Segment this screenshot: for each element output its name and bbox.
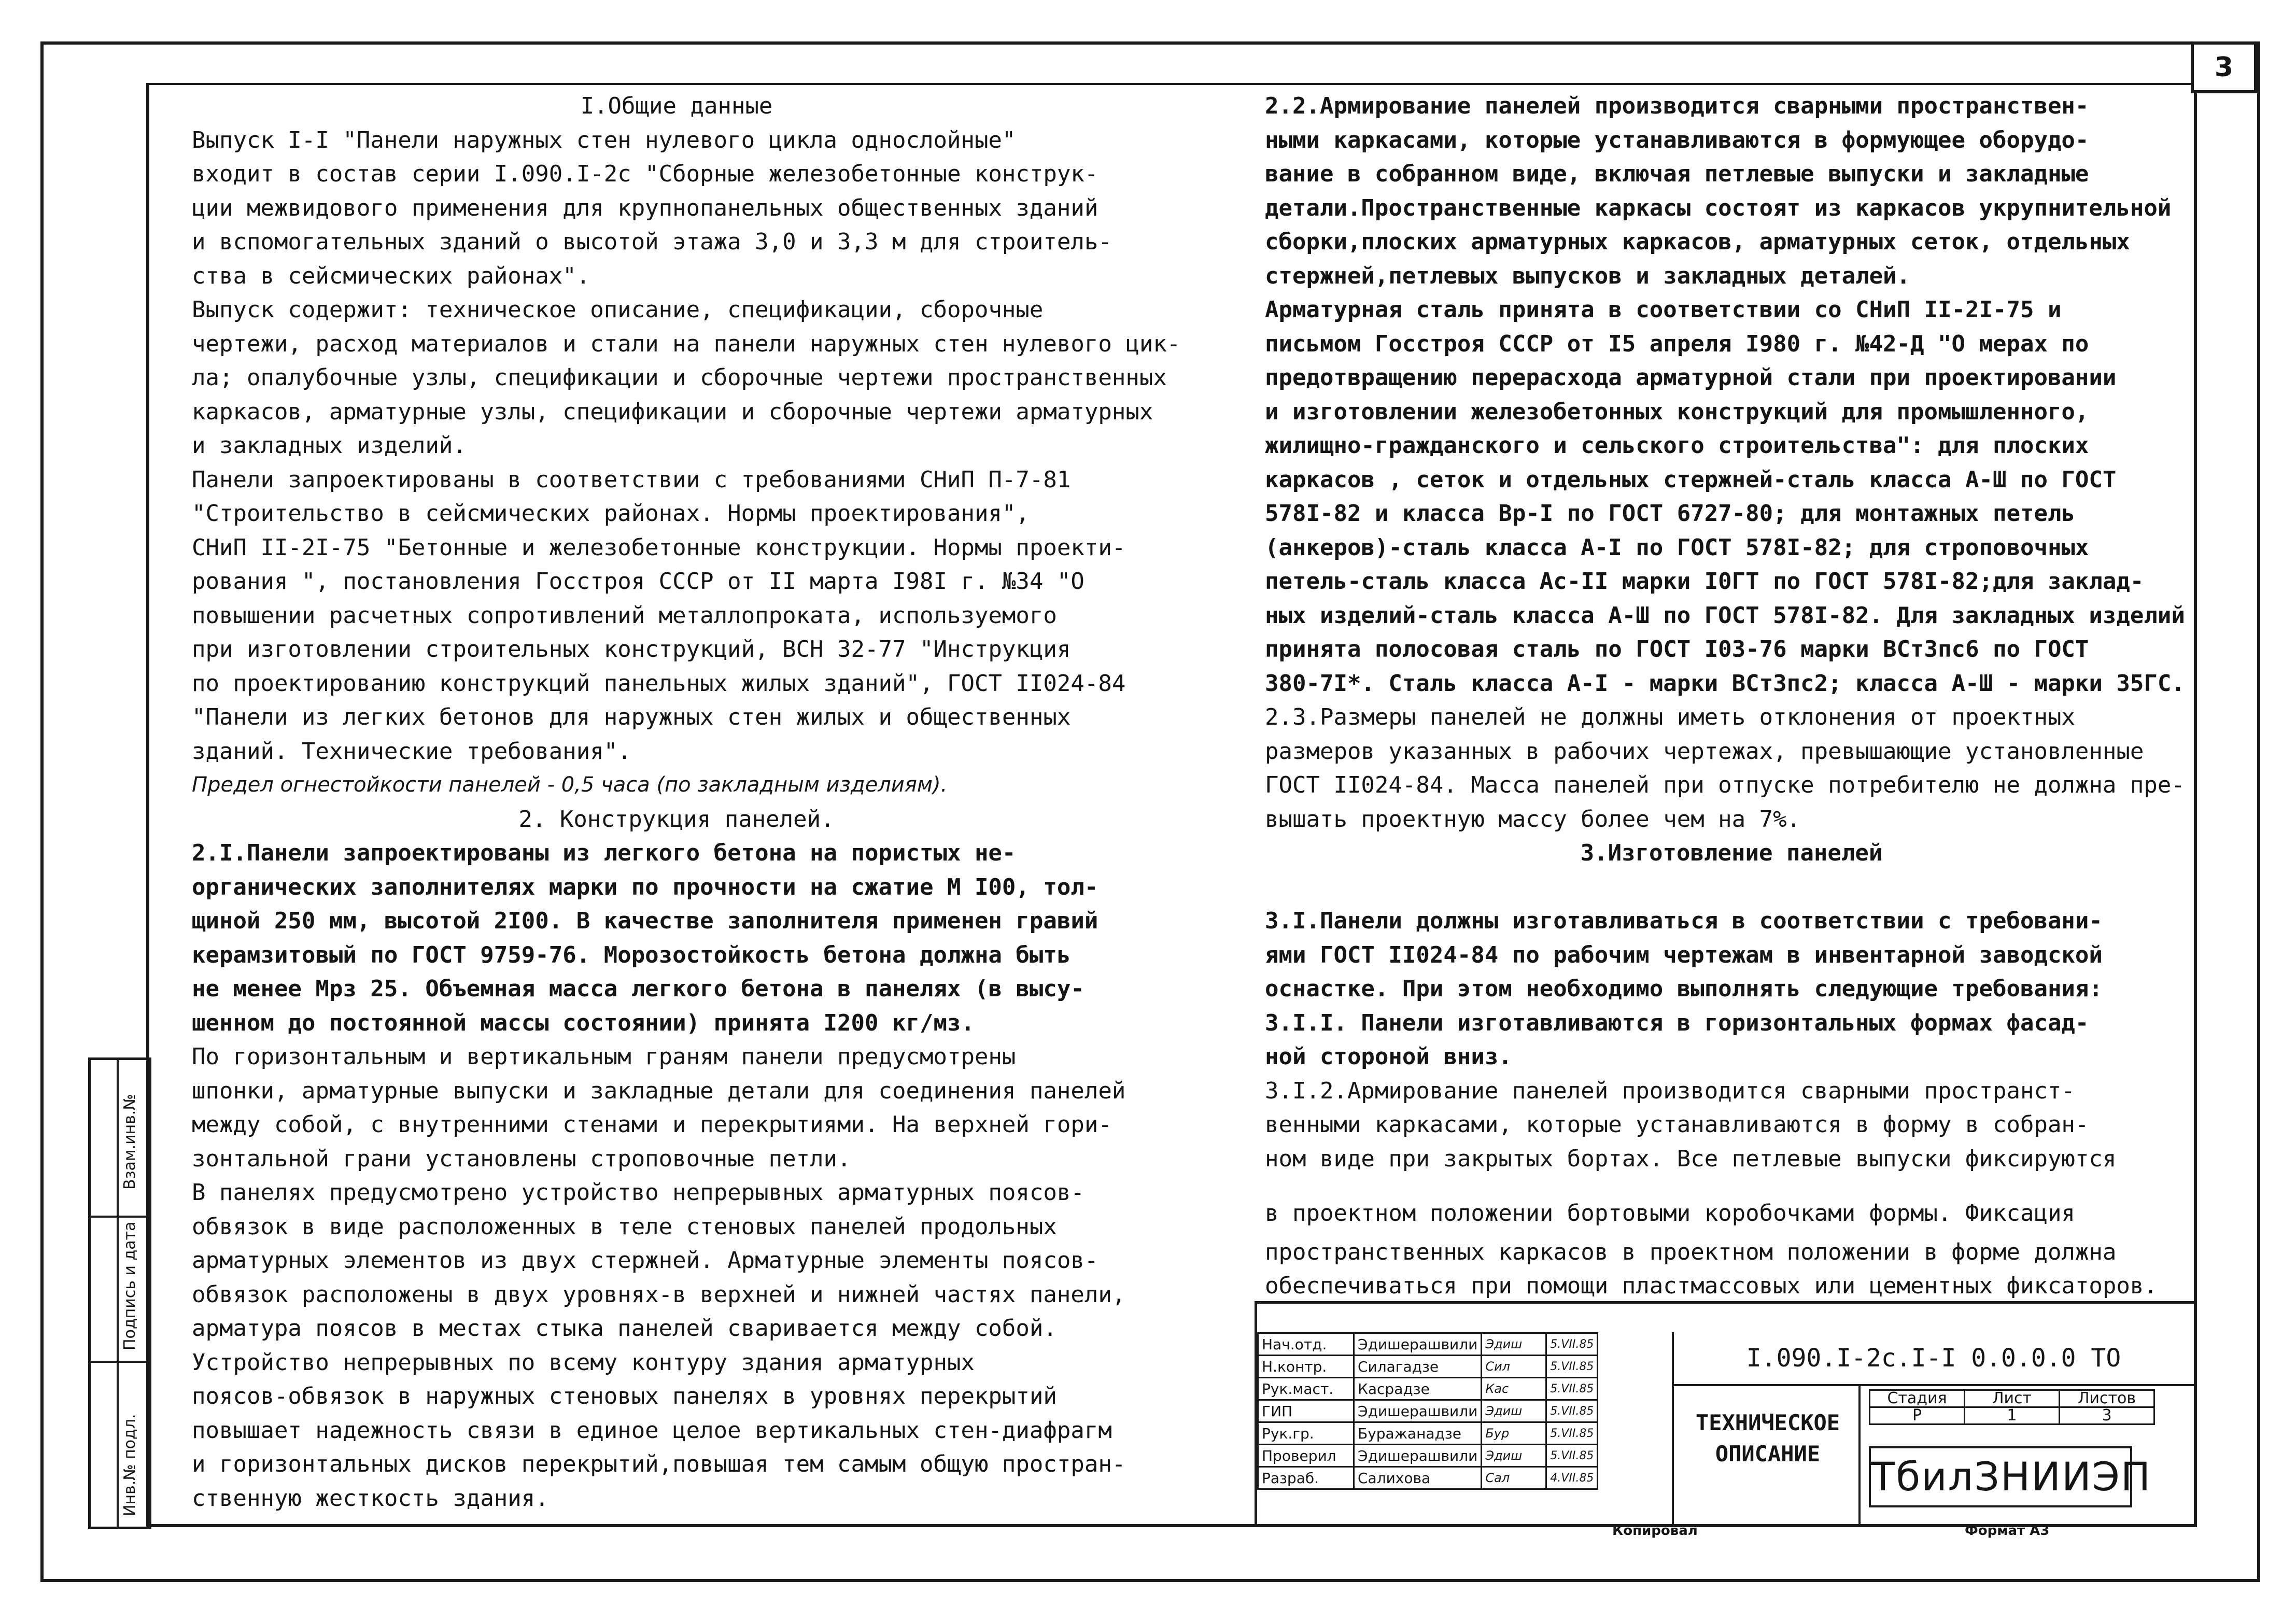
right-text-column — [1265, 89, 2198, 1303]
handwritten-fire-resistance-note: Предел огнестойкости панелей - 0,5 часа (по закладным изделиям). — [192, 773, 948, 797]
name-cell: Касрадзе — [1354, 1378, 1482, 1400]
signature-row — [1258, 1467, 1598, 1489]
text-line: по проектированию конструкций панельных жилых зданий", ГОСТ II024-84 — [192, 670, 1126, 697]
text-line: шенном до постоянной массы состоянии) принята I200 кг/мз. — [192, 1009, 975, 1036]
text-line: входит в состав серии I.090.I-2с "Сборные железобетонные конструк- — [192, 161, 1098, 187]
name-cell: Буражанадзе — [1354, 1422, 1482, 1445]
text-line: 3.I.2.Армирование панелей производится сварными пространст- — [1265, 1077, 2075, 1104]
text-line: и изготовлении железобетонных конструкций для промышленного, — [1265, 398, 2089, 425]
text-line: ями ГОСТ II024-84 по рабочим чертежам в инвентарной заводской — [1265, 941, 2103, 968]
sheet-value: 1 — [1965, 1407, 2060, 1424]
blank-line — [1265, 1176, 2198, 1191]
paragraph-fixation — [1265, 1191, 2198, 1303]
role-cell: Проверил — [1258, 1445, 1354, 1467]
text-line: щиной 250 мм, высотой 2I00. В качестве заполнителя применен гравий — [192, 908, 1098, 934]
text-line: ции межвидового применения для крупнопанельных общественных зданий — [192, 194, 1098, 221]
signature-row — [1258, 1378, 1598, 1400]
text-line: при изготовлении строительных конструкций, ВСН 32-77 "Инструкция — [192, 636, 1071, 662]
text-line: сборки,плоских арматурных каркасов, арматурных сеток, отдельных — [1265, 229, 2130, 255]
text-line: шпонки, арматурные выпуски и закладные детали для соединения панелей — [192, 1077, 1126, 1104]
role-cell: Нач.отд. — [1258, 1333, 1354, 1356]
role-cell: Рук.гр. — [1258, 1422, 1354, 1445]
heading-general-data: I.Общие данные — [580, 93, 773, 119]
text-line: каркасов , сеток и отдельных стержней-сталь класса А-Ш по ГОСТ — [1265, 466, 2117, 493]
text-line: Выпуск I-I "Панели наружных стен нулевого цикла однослойные" — [192, 126, 1016, 153]
text-line: не менее Мрз 25. Объемная масса легкого бетона в панелях (в высу- — [192, 976, 1084, 1002]
text-line: ГОСТ II024-84. Масса панелей при отпуске потребителю не должна пре- — [1265, 772, 2185, 798]
sheet-header: Лист — [1965, 1390, 2060, 1407]
paragraph-belts — [192, 1176, 1161, 1346]
paragraph-contents — [192, 293, 1181, 463]
text-line: ной стороной вниз. — [1265, 1043, 1512, 1070]
text-line: 2.2.Армирование панелей производится сварными пространствен- — [1265, 93, 2089, 119]
text-line: жилищно-гражданского и сельского строительства": для плоских — [1265, 432, 2089, 459]
document-title-line: ТЕХНИЧЕСКОЕ — [1695, 1410, 1840, 1435]
text-line: чертежи, расход материалов и стали на панели наружных стен нулевого цик- — [192, 330, 1181, 357]
text-line: и закладных изделий. — [192, 432, 467, 459]
signature-cell: Эдиш — [1482, 1445, 1546, 1467]
text-line: петель-сталь класса Ас-II марки I0ГТ по ГОСТ 578I-82;для заклад- — [1265, 568, 2144, 595]
text-line: В панелях предусмотрено устройство непрерывных арматурных поясов- — [192, 1179, 1084, 1206]
text-line: стержней,петлевых выпусков и закладных деталей. — [1265, 262, 1911, 289]
text-line: в проектном положении бортовыми коробочками формы. Фиксация — [1265, 1200, 2075, 1226]
copied-label: Копировал — [1612, 1523, 1698, 1539]
signature-cell: Кас — [1482, 1378, 1546, 1400]
signature-table — [1257, 1332, 1598, 1490]
title-block-divider — [1858, 1384, 1861, 1527]
signature-cell: Бур — [1482, 1422, 1546, 1445]
document-code: I.090.I-2с.I-I 0.0.0.0 ТО — [1672, 1332, 2195, 1386]
signature-row — [1258, 1356, 1598, 1378]
text-line: обеспечиваться при помощи пластмассовых или цементных фиксаторов. — [1265, 1273, 2158, 1299]
role-cell: Рук.маст. — [1258, 1378, 1354, 1400]
text-line: ла; опалубочные узлы, спецификации и сборочные чертежи пространственных — [192, 364, 1167, 391]
text-line: поясов-обвязок в наружных стеновых панелях в уровнях перекрытий — [192, 1383, 1057, 1409]
signature-cell: Эдиш — [1482, 1333, 1546, 1356]
text-line: между собой, с внутренними стенами и перекрытиями. На верхней гори- — [192, 1111, 1112, 1138]
date-cell: 5.VII.85 — [1546, 1422, 1598, 1445]
text-line: каркасов, арматурные узлы, спецификации и сборочные чертежи арматурных — [192, 398, 1153, 425]
paragraph-2-3 — [1265, 700, 2198, 836]
text-line: 3.I.Панели должны изготавливаться в соответствии с требовани- — [1265, 908, 2103, 934]
text-line: арматура поясов в местах стыка панелей сваривается между собой. — [192, 1315, 1057, 1342]
text-line: ства в сейсмических районах". — [192, 262, 590, 289]
stamp-label-replacement-inv: Взам.инв.№ — [121, 1094, 139, 1190]
paragraph-2-2 — [1265, 89, 2198, 293]
stage-header: Стадия — [1870, 1390, 1965, 1407]
text-line: ных изделий-сталь класса А-Ш по ГОСТ 578I-82. Для закладных изделий — [1265, 602, 2185, 629]
signature-row — [1258, 1422, 1598, 1445]
text-line: обвязок расположены в двух уровнях-в верхней и нижней частях панели, — [192, 1281, 1126, 1308]
text-line: (анкеров)-сталь класса А-I по ГОСТ 578I-82; для строповочных — [1265, 534, 2089, 561]
side-stamp-divider — [91, 1216, 149, 1218]
text-line: принята полосовая сталь по ГОСТ I03-76 марки ВСт3пс6 по ГОСТ — [1265, 636, 2089, 662]
heading-panel-design: 2. Конструкция панелей. — [518, 806, 835, 833]
text-line: Выпуск содержит: техническое описание, спецификации, сборочные — [192, 297, 1044, 323]
text-line-handwritten-steel: 380-7I*. Сталь класса А-I - марки ВСт3пс2; класса А-Ш - марки 35ГС. — [1265, 670, 2185, 697]
document-title — [1682, 1407, 1853, 1470]
stage-value: Р — [1870, 1407, 1965, 1424]
text-line: и горизонтальных дисков перекрытий,повышая тем самым общую простран- — [192, 1451, 1126, 1477]
text-line: "Панели из легких бетонов для наружных стен жилых и общественных — [192, 704, 1071, 730]
paragraph-2-1 — [192, 836, 1161, 1040]
text-line: керамзитовый по ГОСТ 9759-76. Морозостойкость бетона должна быть — [192, 941, 1071, 968]
text-line: 2.I.Панели запроектированы из легкого бетона на пористых не- — [192, 840, 1016, 866]
text-line: пространственных каркасов в проектном положении в форме должна — [1265, 1239, 2117, 1265]
text-line: рования ", постановления Госстроя СССР от II марта I98I г. №34 "О — [192, 568, 1084, 595]
sheet-number: 3 — [2191, 41, 2257, 93]
name-cell: Силагадзе — [1354, 1356, 1482, 1378]
stamp-label-original-inv: Инв.№ подл. — [121, 1414, 139, 1516]
paragraph-rigidity — [192, 1346, 1161, 1516]
text-line: зонтальной грани установлены строповочные петли. — [192, 1145, 851, 1172]
paragraph-3-1-2 — [1265, 1074, 2198, 1176]
text-line: арматурных элементов из двух стержней. Арматурные элементы поясов- — [192, 1247, 1098, 1274]
document-title-line: ОПИСАНИЕ — [1715, 1441, 1821, 1466]
role-cell: Разраб. — [1258, 1467, 1354, 1489]
text-line: вышать проектную массу более чем на 7%. — [1265, 806, 1801, 833]
text-line: 2.3.Размеры панелей не должны иметь отклонения от проектных — [1265, 704, 2075, 730]
text-line: По горизонтальным и вертикальным граням панели предусмотрены — [192, 1043, 1016, 1070]
paragraph-joints — [192, 1040, 1161, 1176]
signature-cell: Сил — [1482, 1356, 1546, 1378]
stage-table — [1869, 1389, 2155, 1425]
date-cell: 5.VII.85 — [1546, 1333, 1598, 1356]
signature-row — [1258, 1333, 1598, 1356]
name-cell: Эдишерашвили — [1354, 1333, 1482, 1356]
side-stamp-divider — [91, 1361, 149, 1363]
sheets-value: 3 — [2060, 1407, 2154, 1424]
text-line: органических заполнителях марки по прочности на сжатие М I00, тол- — [192, 873, 1098, 900]
name-cell: Салихова — [1354, 1467, 1482, 1489]
date-cell: 4.VII.85 — [1546, 1467, 1598, 1489]
text-line: венными каркасами, которые устанавливаются в форму в собран- — [1265, 1111, 2089, 1138]
side-stamp-column — [91, 1060, 119, 1527]
signature-cell: Сал — [1482, 1467, 1546, 1489]
text-line: детали.Пространственные каркасы состоят из каркасов укрупнительной — [1265, 194, 2172, 221]
text-line: ными каркасами, которые устанавливаются в формующее оборудо- — [1265, 126, 2089, 153]
paragraph-3-1 — [1265, 904, 2198, 1074]
role-cell: ГИП — [1258, 1400, 1354, 1422]
text-line: ственную жесткость здания. — [192, 1485, 549, 1512]
text-line: повышении расчетных сопротивлений металлопроката, используемого — [192, 602, 1057, 629]
left-text-column — [192, 89, 1181, 1515]
sheets-header: Листов — [2060, 1390, 2154, 1407]
text-line: 578I-82 и класса Вр-I по ГОСТ 6727-80; для монтажных петель — [1265, 500, 2075, 527]
text-line: вание в собранном виде, включая петлевые выпуски и закладные — [1265, 161, 2089, 187]
text-line: Устройство непрерывных по всему контуру здания арматурных — [192, 1349, 975, 1376]
text-line: зданий. Технические требования". — [192, 738, 631, 765]
text-line: Арматурная сталь принята в соответствии со СНиП II-2I-75 и — [1265, 297, 2062, 323]
date-cell: 5.VII.85 — [1546, 1378, 1598, 1400]
blank-line — [1265, 870, 2198, 905]
text-line: "Строительство в сейсмических районах. Нормы проектирования", — [192, 500, 1030, 527]
role-cell: Н.контр. — [1258, 1356, 1354, 1378]
text-line: ном виде при закрытых бортах. Все петлевые выпуски фиксируются — [1265, 1145, 2117, 1172]
paragraph-intro — [192, 123, 1161, 293]
organization-name: ТбилЗНИИЭП — [1869, 1446, 2132, 1507]
signature-row — [1258, 1445, 1598, 1467]
side-stamp — [88, 1057, 151, 1529]
format-label: Формат А3 — [1965, 1523, 2050, 1539]
stamp-label-signature-date: Подпись и дата — [121, 1221, 139, 1350]
title-block — [1255, 1301, 2195, 1527]
signature-cell: Эдиш — [1482, 1400, 1546, 1422]
signature-row — [1258, 1400, 1598, 1422]
date-cell: 5.VII.85 — [1546, 1445, 1598, 1467]
text-line: предотвращению перерасхода арматурной стали при проектировании — [1265, 364, 2117, 391]
name-cell: Эдишерашвили — [1354, 1400, 1482, 1422]
text-line: СНиП II-2I-75 "Бетонные и железобетонные конструкции. Нормы проекти- — [192, 534, 1126, 561]
text-line: обвязок в виде расположенных в теле стеновых панелей продольных — [192, 1213, 1057, 1240]
text-line: письмом Госстроя СССР от I5 апреля I980 г. №42-Д "О мерах по — [1265, 330, 2089, 357]
text-line: и вспомогательных зданий о высотой этажа 3,0 и 3,3 м для строитель- — [192, 229, 1112, 255]
text-line: повышает надежность связи в единое целое вертикальных стен-диафрагм — [192, 1417, 1112, 1444]
date-cell: 5.VII.85 — [1546, 1400, 1598, 1422]
paragraph-standards — [192, 463, 1161, 769]
text-line: Панели запроектированы в соответствии с требованиями СНиП П-7-81 — [192, 466, 1071, 493]
paragraph-steel — [1265, 293, 2198, 700]
text-line: оснастке. При этом необходимо выполнять следующие требования: — [1265, 976, 2103, 1002]
text-line: размеров указанных в рабочих чертежах, превышающие установленные — [1265, 738, 2144, 765]
name-cell: Эдишерашвили — [1354, 1445, 1482, 1467]
date-cell: 5.VII.85 — [1546, 1356, 1598, 1378]
heading-manufacturing: 3.Изготовление панелей — [1580, 840, 1883, 866]
text-line: 3.I.I. Панели изготавливаются в горизонтальных формах фасад- — [1265, 1009, 2089, 1036]
